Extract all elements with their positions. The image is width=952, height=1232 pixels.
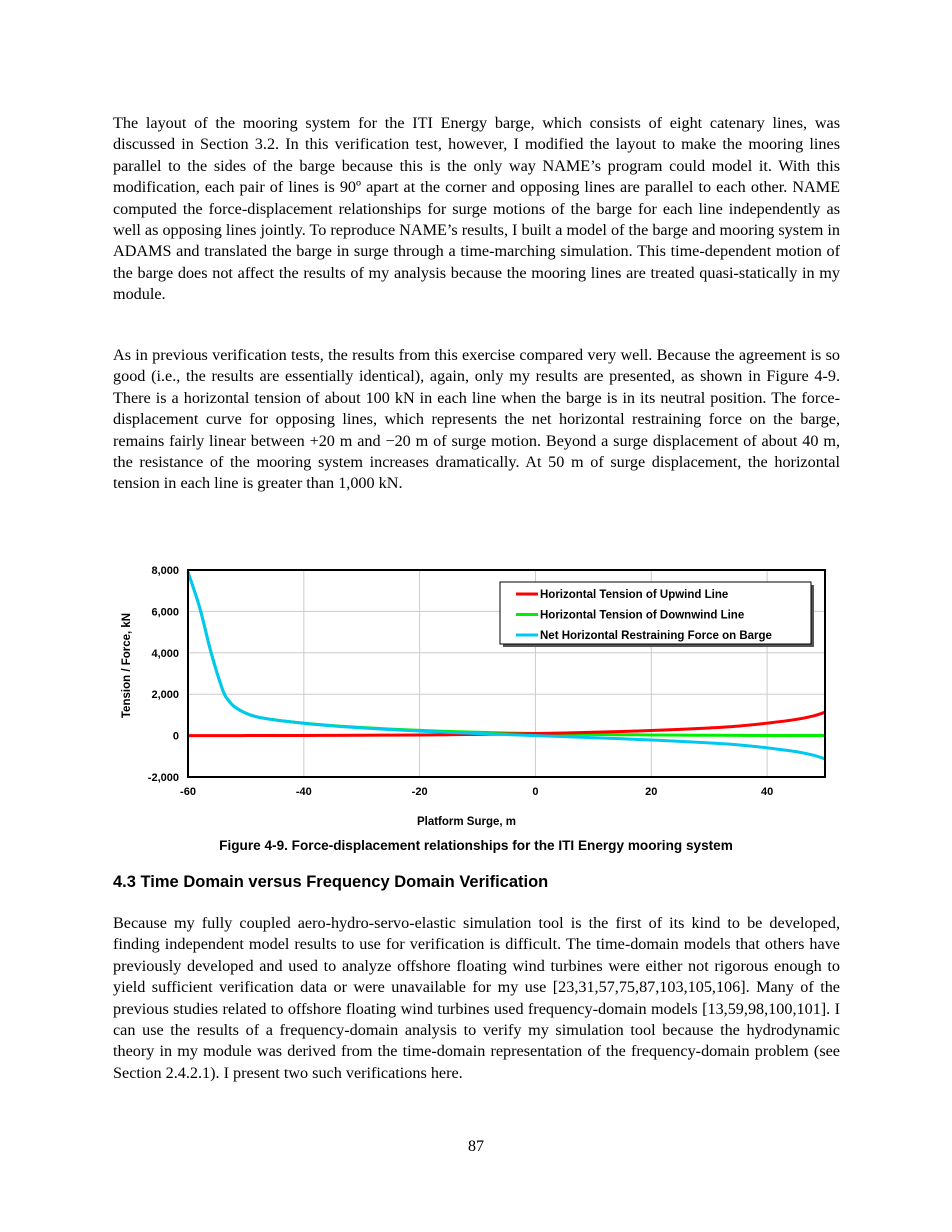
y-tick-label: 8,000 [151,565,179,577]
y-axis-title: Tension / Force, kN [121,612,133,719]
x-tick-label: -20 [411,786,428,798]
y-tick-label: 6,000 [151,606,179,619]
figure-caption [0,838,952,853]
paragraph-time-vs-frequency: Because my fully coupled aero-hydro-servo-elastic simulation tool is the first of its kind to be developed, finding independent model results to use for verification is difficult. The time-domain models that others have previously developed and used to analyze offshore floating wind turbines were either not rigorous enough to yield sufficient verification data or were unavailable for my use [23,31,57,75,87,103,105,106]. Many of the previous studies related to offshore floating wind turbines used frequency-domain models [13,59,98,100,101]. I can use the results of a frequency-domain analysis to verify my simulation tool because the hydrodynamic theory in my module was derived from the time-domain representation of the frequency-domain problem (see Section 2.4.2.1). I present two such verifications here. [113,914,840,1082]
x-tick-label: 40 [760,786,774,798]
paragraph-verification-results: As in previous verification tests, the results from this exercise compared very well. Because the agreement is so good (i.e., the results are essentially identical), again, only my results are presented, as shown in Figure 4-9. There is a horizontal tension of about 100 kN in each line when the barge is in its neutral position. The force-displacement curve for opposing lines, which represents the net horizontal restraining force on the barge, remains fairly linear between +20 m and −20 m of surge motion. Beyond a surge displacement of about 40 m, the resistance of the mooring system increases dramatically. At 50 m of surge displacement, the horizontal tension in each line is greater than 1,000 kN. [113,346,840,493]
y-tick-label: 0 [172,730,179,743]
legend [500,582,814,647]
y-tick-labels [148,565,179,784]
x-tick-label: 0 [532,786,539,798]
y-tick-label: -2,000 [147,772,179,784]
paragraph-mooring-layout: The layout of the mooring system for the ITI Energy barge, which consists of eight catenary lines, was discussed in Section 3.2. In this verification test, however, I modified the layout to make the mooring lines parallel to the sides of the barge because this is the only way NAME’s program could model it. With this modification, each pair of lines is 90º apart at the corner and opposing lines are parallel to each other. NAME computed the force-displacement relationships for surge motions of the barge for each line independently as well as opposing lines jointly. To reproduce NAME’s results, I built a model of the barge and mooring system in ADAMS and translated the barge in surge through a time-marching simulation. This time-dependent motion of the barge does not affect the results of my analysis because the mooring lines are treated quasi-statically in my module. [113,114,840,304]
legend-label: Net Horizontal Restraining Force on Barge [540,630,772,642]
x-axis-title: Platform Surge, m [416,816,517,828]
y-tick-label: 4,000 [151,647,179,660]
legend-label: Horizontal Tension of Downwind Line [540,609,745,622]
force-displacement-chart [100,555,840,840]
x-tick-labels [180,786,773,798]
page-number: 87 [468,1138,484,1155]
legend-label: Horizontal Tension of Upwind Line [540,589,729,601]
section-heading: 4.3 Time Domain versus Frequency Domain Verification [113,873,549,891]
x-tick-label: -60 [180,786,196,798]
y-tick-label: 2,000 [151,689,179,702]
x-tick-label: 20 [645,786,658,798]
x-tick-label: -40 [295,786,312,798]
figure-caption-text: Figure 4-9. Force-displacement relationships for the ITI Energy mooring system [219,838,733,853]
